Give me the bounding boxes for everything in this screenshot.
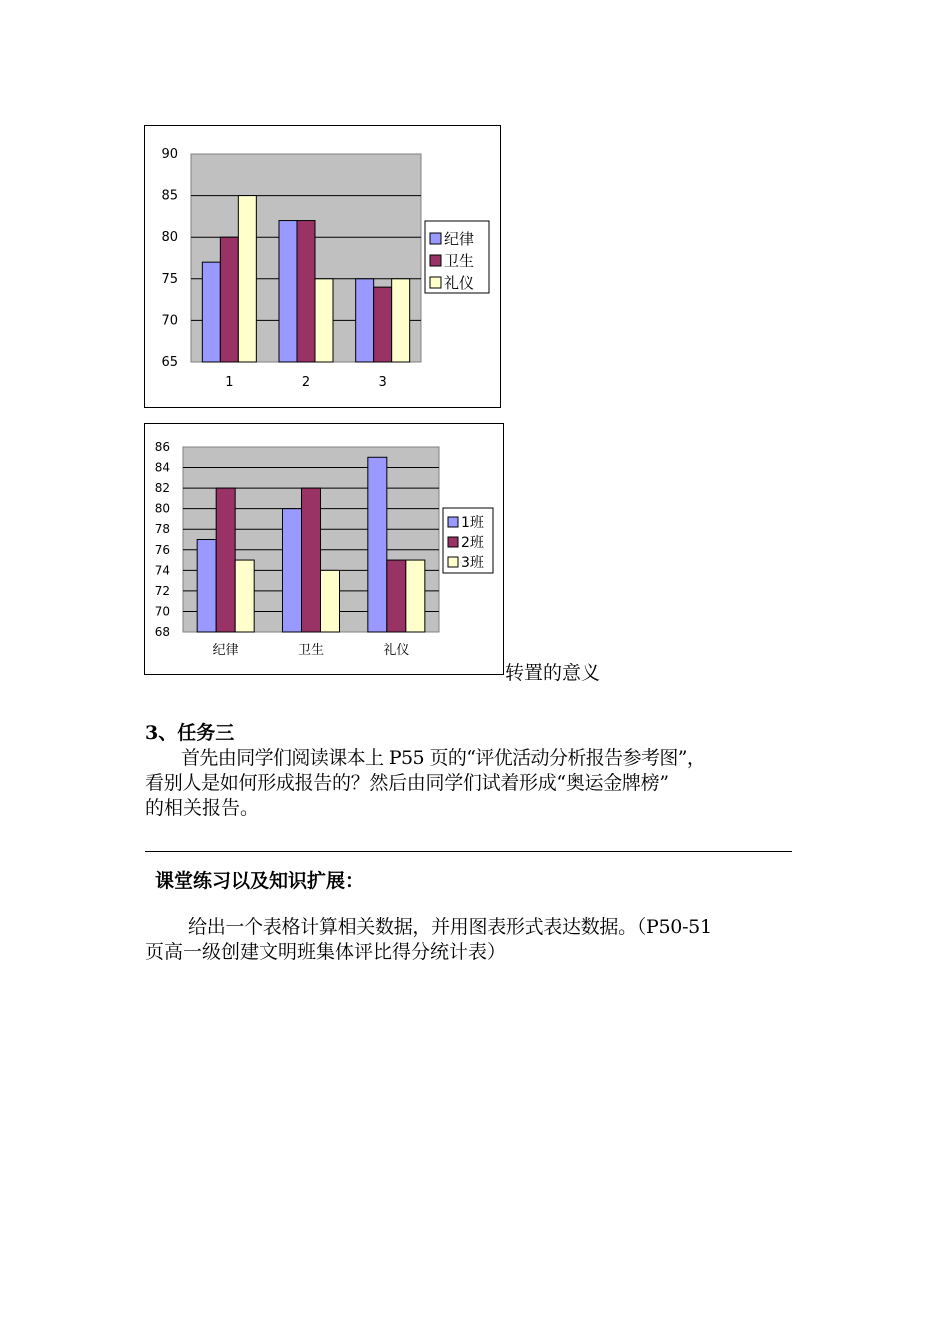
bar-2-3 [374,287,392,362]
bar-2-2 [297,221,315,362]
y-tick-label: 76 [154,542,170,557]
chart-2 [144,423,504,675]
legend-label: 2班 [461,535,484,551]
bar-3-3 [406,560,425,632]
y-tick-label: 86 [154,440,170,454]
legend-swatch [448,537,458,547]
x-tick-label: 卫生 [297,643,325,658]
bar-2-1 [216,488,235,632]
bar-1-2 [279,221,297,362]
legend-swatch [430,255,441,266]
y-tick-label: 65 [161,355,178,370]
task-line-1: 首先由同学们阅读课本上 P55 页的“评优活动分析报告参考图”， [181,747,706,769]
y-tick-label: 75 [161,271,178,287]
y-tick-label: 72 [154,583,170,598]
x-tick-label: 2 [301,375,311,390]
y-tick-label: 70 [161,313,178,329]
y-tick-label: 84 [154,460,170,475]
legend-swatch [448,557,458,567]
task-heading: 3、任务三 [145,722,235,744]
exercise-line-2: 页高一级创建文明班集体评比得分统计表） [145,941,507,963]
legend-label: 3班 [461,555,484,571]
task-line-2: 看别人是如何形成报告的？然后由同学们试着形成“奥运金牌榜” [145,772,669,794]
bar-1-3 [368,457,387,632]
legend-label: 纪律 [444,230,475,248]
chart-1-svg [145,126,500,407]
task-line-3: 的相关报告。 [145,797,260,819]
bar-1-2 [283,509,302,632]
chart-caption: 转置的意义 [505,662,601,684]
exercise-heading: 课堂练习以及知识扩展： [155,870,365,892]
chart-2-svg [145,424,503,674]
bar-3-3 [392,279,410,362]
y-tick-label: 82 [154,481,170,496]
exercise-line-1: 给出一个表格计算相关数据，并用图表形式表达数据。（P50-51 [188,916,712,938]
x-tick-label: 纪律 [212,643,239,658]
x-tick-label: 3 [378,375,387,390]
bar-1-3 [356,279,374,362]
x-tick-label: 礼仪 [383,643,410,658]
x-tick-label: 1 [225,375,234,390]
y-tick-label: 74 [154,563,170,578]
bar-2-3 [387,560,406,632]
bar-1-1 [202,262,220,362]
y-tick-label: 70 [154,604,170,619]
y-tick-label: 80 [161,230,178,246]
legend-label: 卫生 [444,252,475,270]
bar-3-1 [238,196,256,362]
y-tick-label: 68 [154,625,170,639]
legend-label: 1班 [461,515,484,531]
bar-2-2 [302,488,321,632]
y-tick-label: 78 [154,522,170,537]
legend-swatch [430,277,441,288]
bar-2-1 [220,237,238,362]
y-tick-label: 80 [154,501,170,516]
y-tick-label: 90 [161,147,178,162]
bar-3-2 [315,279,333,362]
divider-line [145,851,792,852]
bar-1-1 [197,540,216,633]
bar-3-2 [321,570,340,632]
y-tick-label: 85 [161,188,178,204]
bar-3-1 [235,560,254,632]
legend-label: 礼仪 [444,274,475,292]
legend-swatch [430,233,441,244]
chart-1 [144,125,501,408]
legend-swatch [448,517,458,527]
